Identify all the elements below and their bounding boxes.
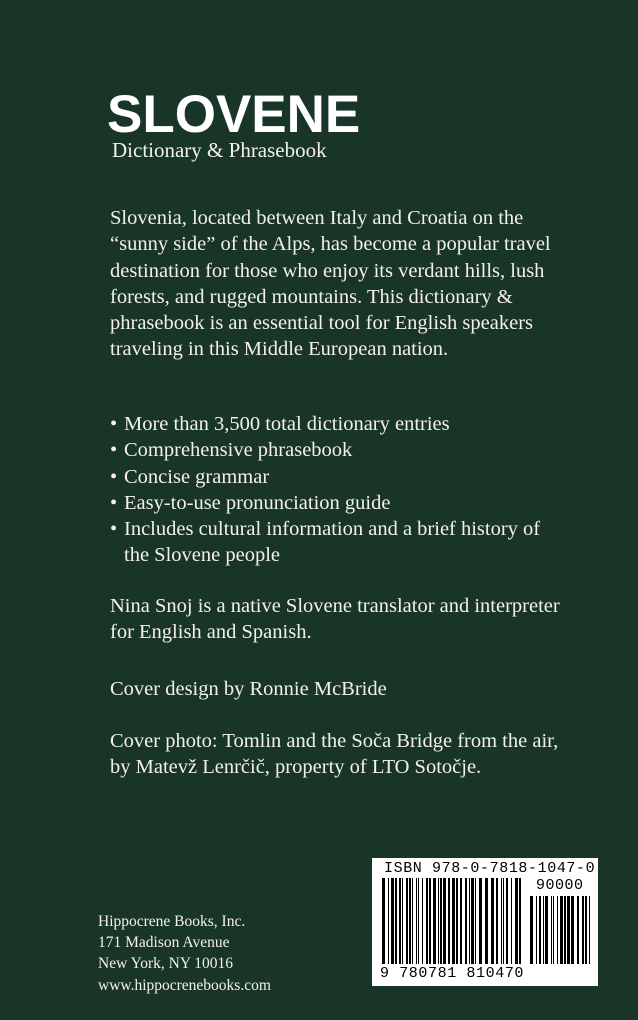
isbn-label: ISBN 978-0-7818-1047-0	[384, 860, 596, 877]
publisher-street: 171 Madison Avenue	[98, 934, 230, 952]
feature-item: • Concise grammar	[110, 464, 560, 490]
feature-item: • Easy-to-use pronunciation guide	[110, 490, 560, 516]
publisher-city: New York, NY 10016	[98, 955, 234, 973]
publisher-name: Hippocrene Books, Inc.	[98, 913, 246, 930]
book-subtitle: Dictionary & Phrasebook	[112, 138, 327, 162]
cover-design-credit: Cover design by Ronnie McBride	[110, 678, 387, 700]
price-code-label: 90000	[536, 877, 584, 894]
feature-list	[110, 411, 560, 569]
publisher-website: www.hippocrenebooks.com	[98, 976, 271, 994]
cover-photo-credit: Cover photo: Tomlin and the Soča Bridge from the air, by Matevž Lenrčič, property of LTO Sotočje.	[110, 730, 559, 779]
feature-item: • Comprehensive phrasebook	[110, 437, 560, 463]
publisher-info	[98, 911, 271, 996]
isbn-barcode	[372, 858, 598, 986]
book-title: SLOVENE	[107, 85, 361, 144]
addon-barcode-bars	[372, 896, 598, 966]
author-note: Nina Snoj is a native Slovene translator and interpreter for English and Spanish.	[110, 595, 560, 644]
intro-paragraph: Slovenia, located between Italy and Croatia on the “sunny side” of the Alps, has become a popular travel destination for those who enjoy its verdant hills, lush forests, and rugged mountains. This dictionary & phrasebook is an essential tool for English speakers traveling in this Middle European nation.	[110, 207, 551, 361]
feature-item: • More than 3,500 total dictionary entries	[110, 411, 560, 437]
barcode-number: 9 780781 810470	[380, 965, 525, 982]
feature-item: • Includes cultural information and a brief history of the Slovene people	[110, 516, 560, 569]
